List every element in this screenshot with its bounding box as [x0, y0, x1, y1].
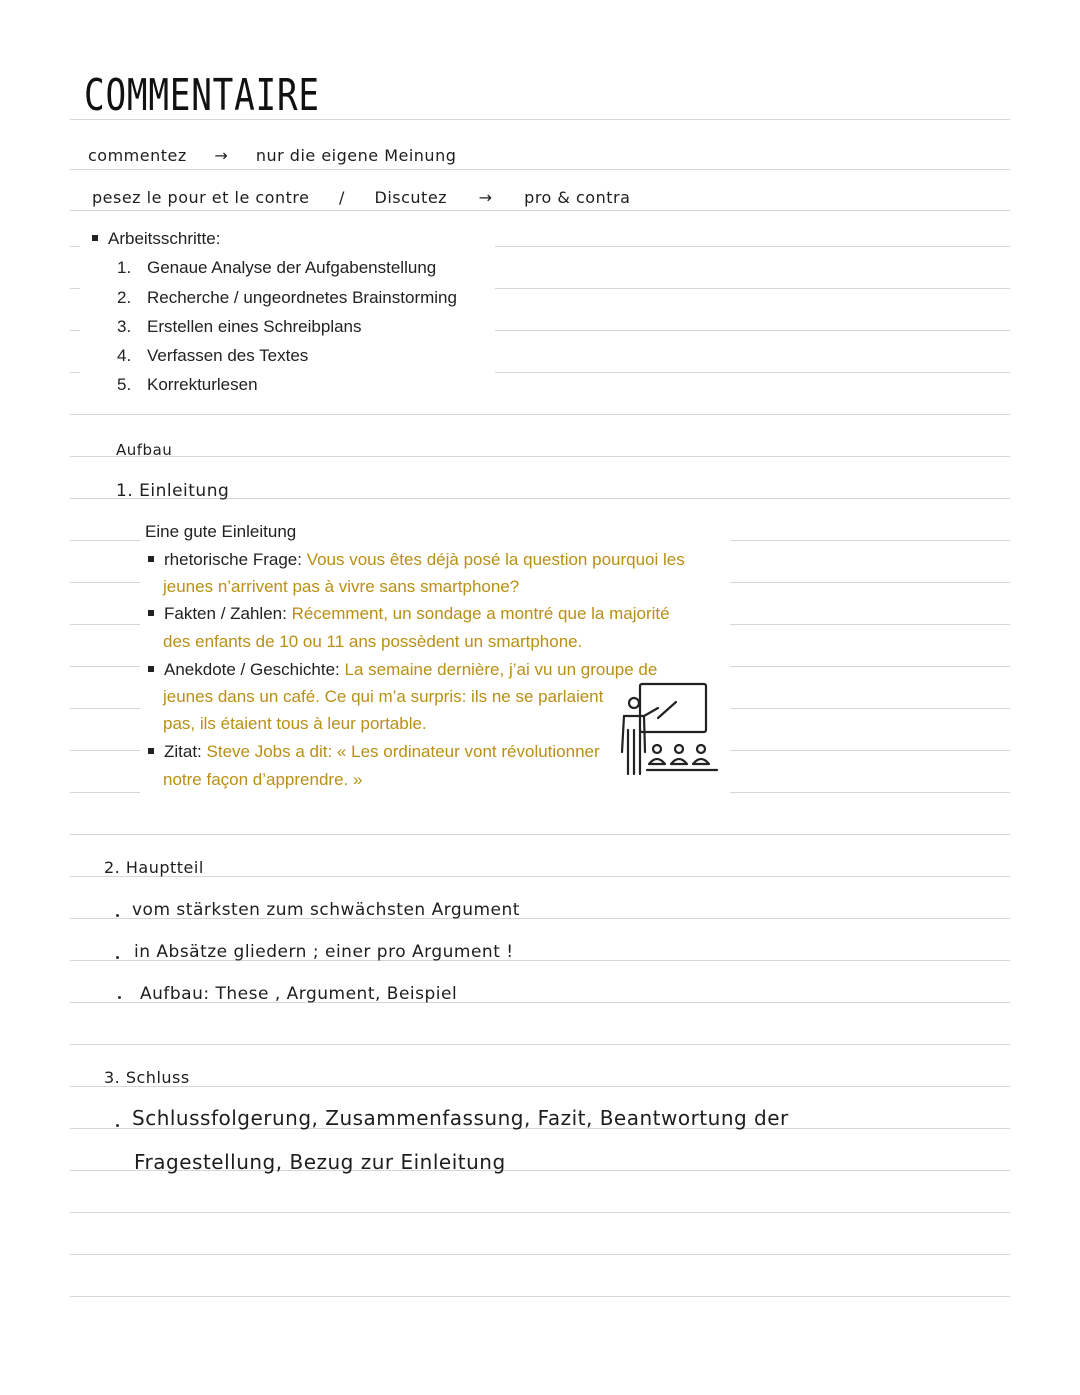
list-item [148, 660, 657, 680]
hauptteil-point-3: Aufbau: These , Argument, Beispiel [140, 984, 458, 1004]
point-example: Steve Jobs a dit: « Les ordinateur vont révolutionner [206, 742, 600, 761]
intro-meaning-2: pro & contra [524, 188, 631, 207]
square-bullet-icon [148, 610, 154, 616]
point-label: Fakten / Zahlen: [164, 604, 287, 623]
list-item [117, 317, 362, 337]
intro-line-2 [92, 188, 630, 207]
list-item [148, 604, 670, 624]
list-item [148, 742, 600, 762]
point-label: Anekdote / Geschichte: [164, 660, 340, 679]
page-title: COMMENTAIRE [84, 70, 320, 121]
point-label: Zitat: [164, 742, 202, 761]
step-label: Verfassen des Textes [147, 346, 309, 365]
list-item [117, 288, 457, 308]
aufbau-heading: Aufbau [116, 441, 173, 459]
steps-heading [92, 229, 220, 249]
point-example-cont: notre façon d’apprendre. » [163, 770, 363, 789]
point-example: La semaine dernière, j’ai vu un groupe de [344, 660, 658, 679]
point-example-cont: pas, ils étaient tous à leur portable. [163, 714, 427, 733]
intro-line-1 [88, 146, 456, 165]
intro-meaning-1: nur die eigene Meinung [255, 146, 457, 165]
intro-text-pesez: pesez le pour et le contre [92, 188, 310, 207]
square-bullet-icon [148, 666, 154, 672]
square-bullet-icon [92, 235, 98, 241]
step-number: 3. [117, 317, 132, 336]
list-item [117, 346, 308, 366]
step-label: Korrekturlesen [147, 375, 258, 394]
list-item [117, 375, 258, 395]
square-bullet-icon [148, 556, 154, 562]
slash-separator: / [339, 188, 345, 207]
point-example-cont: des enfants de 10 ou 11 ans possèdent un smartphone. [163, 632, 583, 651]
point-example-cont: jeunes dans un café. Ce qui m’a surpris: ils ne se parlaient [163, 687, 604, 706]
step-number: 5. [117, 375, 132, 394]
schluss-line-2: Fragestellung, Bezug zur Einleitung [134, 1150, 506, 1174]
section-3-title: 3. Schluss [104, 1068, 190, 1087]
point-label: rhetorische Frage: [164, 550, 302, 569]
schluss-line-1: Schlussfolgerung, Zusammenfassung, Fazit, Beantwortung der [132, 1106, 789, 1130]
bullet-dot-icon [116, 914, 119, 917]
arrow-icon: → [214, 146, 229, 165]
point-example: Récemment, un sondage a montré que la majorité [291, 604, 670, 623]
list-item [148, 550, 685, 570]
einleitung-subheading: Eine gute Einleitung [145, 522, 297, 541]
teacher-board-icon [614, 682, 720, 778]
square-bullet-icon [148, 748, 154, 754]
intro-text-discutez: Discutez [374, 188, 448, 207]
step-label: Genaue Analyse der Aufgabenstellung [147, 258, 437, 277]
step-label: Recherche / ungeordnetes Brainstorming [147, 288, 457, 307]
step-number: 2. [117, 288, 132, 307]
bullet-dot-icon [116, 1124, 119, 1127]
section-2-title: 2. Hauptteil [104, 858, 204, 877]
step-label: Erstellen eines Schreibplans [147, 317, 362, 336]
list-item [117, 258, 436, 278]
step-number: 4. [117, 346, 132, 365]
step-number: 1. [117, 258, 132, 277]
hauptteil-point-2: in Absätze gliedern ; einer pro Argument ! [134, 942, 514, 962]
section-1-title: 1. Einleitung [116, 481, 230, 501]
intro-word-commentez: commentez [88, 146, 187, 165]
arrow-icon: → [478, 188, 493, 207]
hauptteil-point-1: vom stärksten zum schwächsten Argument [132, 900, 520, 920]
point-example: Vous vous êtes déjà posé la question pourquoi les [306, 550, 685, 569]
bullet-dot-icon [116, 956, 119, 959]
point-example-cont: jeunes n’arrivent pas à vivre sans smartphone? [163, 577, 520, 596]
bullet-dot-icon [118, 996, 121, 999]
steps-heading-label: Arbeitsschritte: [108, 229, 221, 248]
